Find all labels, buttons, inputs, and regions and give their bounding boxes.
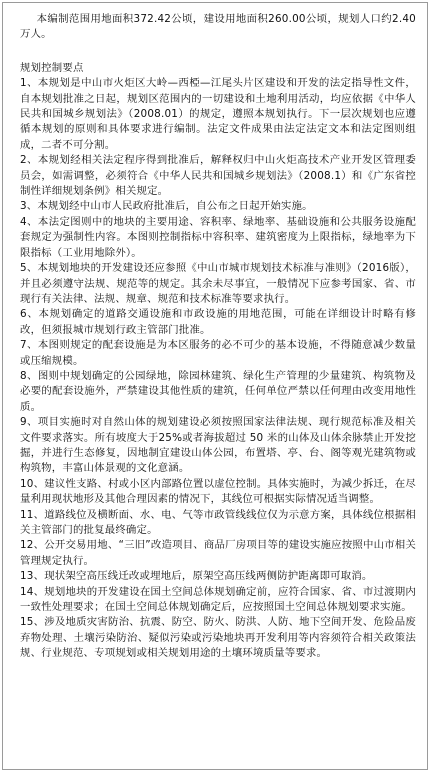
control-point-3: 3、本规划经中山市人民政府批准后，自公布之日起开始实施。 [20,200,313,213]
control-point-14: 14、规划地块的开发建设在国土空间总体规划确定前，应符合国家、省、市过渡期内一致性处理要求；在国土空间总体规划确定后，应按照国土空间总体规划要求实施。 [20,585,416,614]
control-point-11: 11、道路线位及横断面、水、电、气等市政管线线位仅为示意方案，具体线位根据相关主管部门的批复最终确定。 [20,508,416,536]
control-point-1: 1、本规划是中山市火炬区大岭—西椏—江尾头片区建设和开发的法定指导性文件，自本规划批准之日起，规划区范围内的一切建设和土地利用活动，均应依据《中华人民共和国城乡规划法》（2008.01）的规定，遵照本规划执行。下一层次规划也应遵循本规划的原则和具体要求进行编制。法定文件成果由法定法定文本和法定图则组成，二者不可分割。 [20,77,416,151]
control-point-5: 5、本规划地块的开发建设还应参照《中山市城市规划技术标准与准则》（2016版），并且必须遵守法规、规范等的规定。其余未尽事宜，一般情况下应参考国家、省、市现行有关法律、法规、规章、规范和技术标准等要求执行。 [20,262,416,305]
control-point-9: 9、项目实施时对自然山体的规划建设必须按照国家法律法规、现行规范标准及相关文件要求落实。所有坡度大于25%或者海拔超过 50 米的山体及山体余脉禁止开发挖掘，并进行生态修复，因地制宜建设山体公园，布置塔、亭、台、阁等观光建筑物或构筑物，丰富山体景观的文化意涵。 [20,416,416,475]
control-point-12: 12、公开交易用地、“三旧”改造项目、商品厂房项目等的建设实施应按照中山市相关管理规定执行。 [20,539,416,567]
control-point-6: 6、本规划确定的道路交通设施和市政设施的用地范围，可能在详细设计时略有修改，但须报城市规划行政主管部门批准。 [20,308,416,336]
control-point-10: 10、建议性支路、村或小区内部路位置以虚位控制。具体实施时，为减少拆迁，在尽量利用现状地形及其他合理因素的情况下，其线位可根据实际情况适当调整。 [20,477,416,506]
control-point-4: 4、本法定图则中的地块的主要用途、容积率、绿地率、基础设施和公共服务设施配套规定为强制性内容。本图则控制指标中容积率、建筑密度为上限指标，绿地率为下限指标（工业用地除外）。 [20,215,416,259]
section-heading: 规划控制要点 [20,61,84,74]
control-point-2: 2、本规划经相关法定程序得到批准后，解释权归中山火炬高技术产业开发区管理委员会，如需调整，必须符合《中华人民共和国城乡规划法》（2008.1）和《广东省控制性详细规划条例》相关规定。 [20,154,416,198]
control-point-8: 8、图则中规划确定的公园绿地，除园林建筑、绿化生产管理的少量建筑、构筑物及必要的配套设施外，严禁建设其他性质的建筑，任何单位严禁以任何理由改变用地性质。 [20,369,416,413]
control-point-13: 13、现状架空高压线迁改或埋地后，原架空高压线两侧防护距离即可取消。 [20,570,373,583]
control-point-15: 15、涉及地质灾害防治、抗震、防空、防火、防洪、人防、地下空间开发、危险品废弃物处理、土壤污染防治、疑似污染或污染地块再开发利用等内容须符合相关政策法规、行业规范、专项规划或相关规划用途的土壤环境质量等要求。 [20,616,416,660]
control-point-7: 7、本图则规定的配套设施是为本区服务的必不可少的基本设施，不得随意减少数量或压缩规模。 [20,339,416,367]
intro-paragraph: 本编制范围用地面积372.42公顷，建设用地面积260.00公顷，规划人口约2.40万人。 [20,13,416,41]
